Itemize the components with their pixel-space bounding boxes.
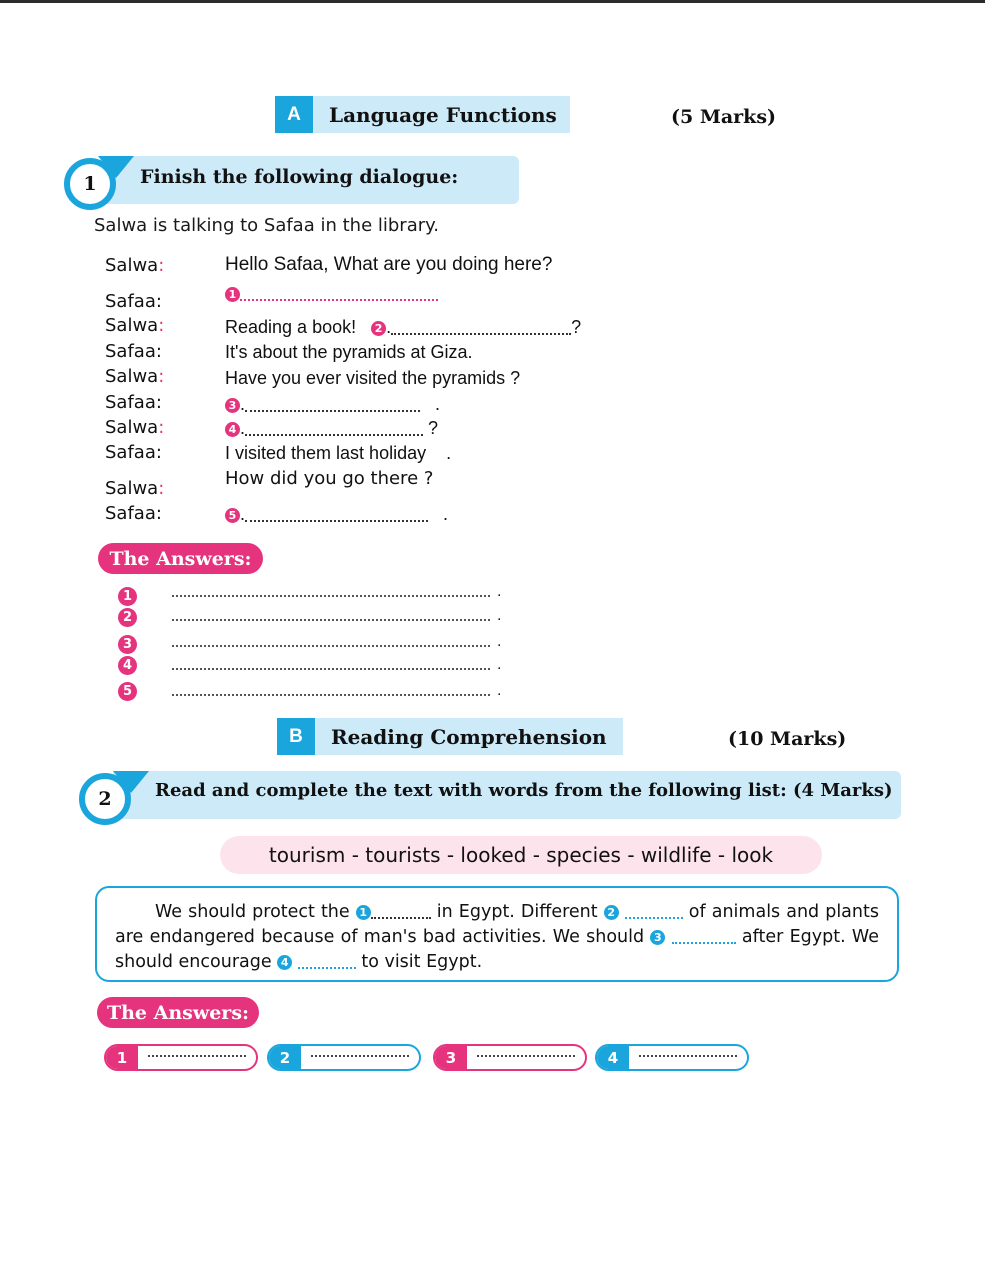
speaker-6: Safaa: bbox=[105, 392, 162, 413]
q2-answer-number-2: 2 bbox=[269, 1046, 301, 1069]
q1-answer-number-1: 1 bbox=[118, 587, 137, 606]
q1-answer-end-5: . bbox=[497, 682, 502, 699]
q2-answer-number-3: 3 bbox=[435, 1046, 467, 1069]
section-a-letter: A bbox=[275, 96, 313, 133]
q1-answer-line-2[interactable] bbox=[172, 619, 490, 621]
speaker-10: Safaa: bbox=[105, 503, 162, 524]
q1-answer-end-1: . bbox=[497, 583, 502, 600]
reading-passage: We should protect the 1 in Egypt. Different 2 of animals and plants are endangered because of man's bad activities. We should 3 after Egypt. We should encourage 4 to visit Egypt. bbox=[95, 886, 899, 982]
answer-blank-4 bbox=[245, 422, 423, 436]
passage-blank-4 bbox=[298, 955, 356, 969]
q1-answer-end-4: . bbox=[497, 656, 502, 673]
dialogue-line-3: Reading a book! 2 . ? bbox=[225, 317, 582, 337]
q1-answer-number-3: 3 bbox=[118, 635, 137, 654]
section-a-banner bbox=[275, 96, 570, 133]
answer-blank-1 bbox=[240, 287, 438, 301]
q1-answer-number-5: 5 bbox=[118, 682, 137, 701]
question-1-title: Finish the following dialogue: bbox=[140, 166, 459, 188]
question-2-title: Read and complete the text with words from the following list: (4 Marks) bbox=[155, 780, 893, 801]
q1-answer-number-4: 4 bbox=[118, 656, 137, 675]
dialogue-line-7: 4 . ? bbox=[225, 418, 438, 439]
dialogue-intro: Salwa is talking to Safaa in the library. bbox=[94, 215, 439, 236]
section-b-banner bbox=[277, 718, 623, 755]
section-b-marks: (10 Marks) bbox=[728, 728, 847, 750]
section-a-title: Language Functions bbox=[329, 102, 557, 127]
passage-blank-1 bbox=[371, 905, 431, 919]
q2-answer-line-4 bbox=[639, 1055, 737, 1057]
q1-answers-label: The Answers: bbox=[98, 543, 263, 574]
passage-blank-2 bbox=[625, 905, 683, 919]
answer-blank-3 bbox=[245, 398, 420, 412]
q2-answer-box-4[interactable] bbox=[595, 1044, 749, 1071]
section-b-title: Reading Comprehension bbox=[331, 724, 607, 749]
section-a-marks: (5 Marks) bbox=[671, 106, 777, 128]
dialogue-line-6: 3 . . bbox=[225, 394, 440, 415]
dialogue-line-9: How did you go there ? bbox=[225, 468, 434, 489]
dialogue-line-1: Hello Safaa, What are you doing here? bbox=[225, 254, 553, 275]
blank-number-2: 2 bbox=[371, 321, 386, 336]
speaker-2: Safaa: bbox=[105, 291, 162, 312]
question-1-number: 1 bbox=[64, 158, 116, 210]
answer-blank-2 bbox=[391, 321, 571, 335]
dialogue-line-8: I visited them last holiday . bbox=[225, 443, 452, 463]
q1-answer-line-4[interactable] bbox=[172, 668, 490, 670]
dialogue-line-2 bbox=[225, 283, 438, 304]
word-list: tourism - tourists - looked - species - wildlife - look bbox=[220, 836, 822, 874]
speaker-3: Salwa: bbox=[105, 315, 165, 336]
dialogue-line-4: It's about the pyramids at Giza. bbox=[225, 342, 473, 362]
blank-number-4: 4 bbox=[225, 422, 240, 437]
q1-answer-number-2: 2 bbox=[118, 608, 137, 627]
dialogue-line-5: Have you ever visited the pyramids ? bbox=[225, 368, 521, 388]
q1-answer-end-3: . bbox=[497, 633, 502, 650]
dialogue-line-10: 5 . . bbox=[225, 504, 448, 525]
speaker-5: Salwa: bbox=[105, 366, 165, 387]
blank-number-5: 5 bbox=[225, 508, 240, 523]
blank-number-1: 1 bbox=[225, 287, 240, 302]
q2-answer-line-1 bbox=[148, 1055, 246, 1057]
q2-answer-box-3[interactable] bbox=[433, 1044, 587, 1071]
passage-blank-number-4: 4 bbox=[277, 955, 292, 970]
q2-answer-line-3 bbox=[477, 1055, 575, 1057]
speaker-1: Salwa: bbox=[105, 255, 165, 276]
passage-blank-number-1: 1 bbox=[356, 905, 371, 920]
speaker-7: Salwa: bbox=[105, 417, 165, 438]
speaker-9: Salwa: bbox=[105, 478, 165, 499]
q1-answer-end-2: . bbox=[497, 607, 502, 624]
q1-answer-line-1[interactable] bbox=[172, 595, 490, 597]
blank-number-3: 3 bbox=[225, 398, 240, 413]
section-b-letter: B bbox=[277, 718, 315, 755]
passage-blank-3 bbox=[672, 930, 736, 944]
top-border-line bbox=[0, 0, 985, 3]
speaker-8: Safaa: bbox=[105, 442, 162, 463]
q2-answer-number-1: 1 bbox=[106, 1046, 138, 1069]
q2-answer-line-2 bbox=[311, 1055, 409, 1057]
answer-blank-5 bbox=[245, 508, 428, 522]
passage-blank-number-2: 2 bbox=[604, 905, 619, 920]
passage-blank-number-3: 3 bbox=[650, 930, 665, 945]
speaker-4: Safaa: bbox=[105, 341, 162, 362]
q2-answers-label: The Answers: bbox=[97, 997, 259, 1028]
question-2-number: 2 bbox=[79, 773, 131, 825]
q2-answer-box-1[interactable] bbox=[104, 1044, 258, 1071]
q2-answer-box-2[interactable] bbox=[267, 1044, 421, 1071]
q2-answer-number-4: 4 bbox=[597, 1046, 629, 1069]
q1-answer-line-5[interactable] bbox=[172, 694, 490, 696]
q1-answer-line-3[interactable] bbox=[172, 645, 490, 647]
